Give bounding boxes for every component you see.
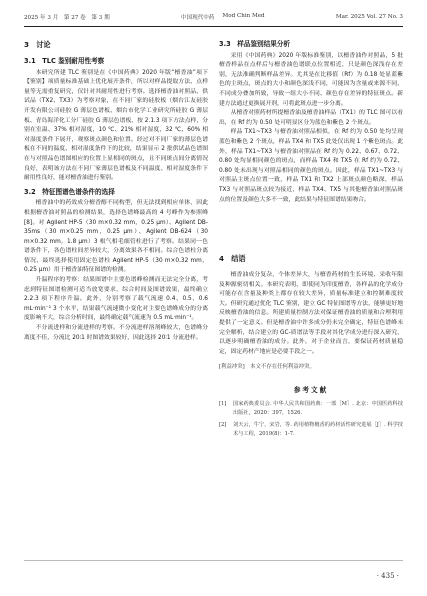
right-column-upper [219, 40, 403, 250]
subsection-results-text-b: 从檀香对照药材所提檀香油及檀香油样品（TX1）的 TLC 图可以看出，在 Rf 约为 0.50 处可明显区分为蓝色和紫色 2 个斑点。 [219, 110, 403, 126]
footer-divider [24, 560, 403, 561]
header-journal [181, 13, 265, 21]
conclusion-text: 檀香油成分复杂，个体差异大，与檀香药材的生长环境、采收年限及种源密切相关。本研究表明，即使同为印度檀香，各样品的化学成分可能存在含量及种类上都存在较大差异，质量标准建立和控制难度较大。但研究通过优化 TLC 鉴别，建立 GC 特征图谱等方法，能够更好地反映檀香油的信息。所建质量控制方法对保证檀香油的质量和合理利用提供了一定意义。但是檀香油中许多成分仍未完全确定，特征色谱峰未完全解析，结合建立的 GC-质谱法等手段对其化学成分进行深入研究，以逐步明确檀香油的成分。此外，对于企业而言，要保证药材质量稳定，固定药材产地应是必要手段之一。 [219, 272, 403, 355]
reference-text: 刘天云，牛宁，宋岩，等. 药用植物檀香的药材活性研究进展［J］. 科学技术与工程，2019(8)：1-7. [233, 421, 403, 437]
running-header [24, 10, 403, 27]
references-title: 参考文献 [293, 386, 329, 395]
reference-text: 国家药典委员会. 中华人民共和国药典：一部［M］. 北京：中国医药科技出版社，2020：397，1526. [233, 401, 403, 417]
section-discussion-title: 3 讨论 [24, 40, 51, 49]
subsection-gc-text-temperature: 升温程序的考察：结果图谱中主要色谱峰检测而无法完全分离，考虑到特征图谱检测可适当放宽要求，综合时间及图谱效果，最终确立 2.2.3 项下程序升温。此外，分别考察了载气流速 0.4、0.5、0.6 mL·min⁻¹ 3 个水平，结果载气流速微小变化对主要色谱峰成分的分离度影响不大，综合分析时间，最终确定载气流速为 0.5 mL·min⁻¹。 [24, 277, 208, 322]
subsection-tlc-title: 3.1 TLC 鉴别耐用性考察 [24, 57, 105, 65]
subsection-tlc-text: 本研究所建 TLC 鉴别是在《中国药典》2020 年版“檀香油”项下【鉴别】项质量标准基础上优化展开条件，所以对样品提取方法、点样量等无需重复研究，仅针对其耐用性进行考察。选择檀香油对照品、供试品（TX2、TX3）为考察对象，在不同厂家的硅胶板（烟台江友硅胶开发有限公司硅胶 G 薄层色谱板、烟台市化学工业研究所硅胶 G 薄层板、青岛海洋化工分厂硅胶 G 薄层色谱板，按 2.1.3 项下方法点样，分别在室温、37% 相对湿度，10 ℃、21% 相对湿度，32 ℃、60% 相对湿度条件下展开，观察斑点颜色和位置。经过对不同厂家的薄层色谱板在不同的温度、相对湿度条件下的比较，结果显示 2 批供试品色谱图在与对照品色谱图相应的位置上显相同的斑点，且不同斑点间分离情况良好，表明该方法在不同厂家薄层色谱板及不同温度、相对湿度条件下耐用性良好，能对檀香油进行鉴别。 [24, 69, 208, 182]
subsection-gc-text-columns: 檀香油中的药效成分檀香醇不同构型，但无法找到相应单体，因此根据檀香油对照品的检测结果，选择色谱峰最高的 4 号峰作为参照峰 [8]。对 Agilent HP-5（30 m×0.32 mm，0.25 μm）、Agilent DB-35ms（30 m×0.25 mm，0.25 μm）、Agilent DB-624（30 m×0.32 mm，1.8 μm）3 根气相毛细管柱进行了考察。结果同一色谱条件下，各色谱柱间差异较大，分离效果各不相同。综合色谱柱分离情况、最终选择使用固定色谱柱 Agilent HP-5（30 m×0.32 mm，0.25 μm）用于檀香油特征图谱的检测。 [24, 200, 208, 274]
header-journal-cn: 中国现代中药 [180, 15, 215, 21]
header-issue-en: Mar. 2025 Vol. 27 No. 3 [335, 14, 403, 20]
subsection-results-title: 3.3 样品鉴别结果分析 [219, 40, 291, 48]
reference-item [219, 400, 403, 418]
reference-number: [1] [219, 401, 227, 408]
subsection-results-text-c: 样品 TX1~TX3 与檀香油对照品相似，在 Rf 约为 0.50 处均呈现蓝色和紫色 2 个斑点，样品 TX4 和 TX5 此处仅出现 1 个紫色斑点。此外，样品 TX1~TX3 与檀香油对照品在 Rf 约为 0.22、0.67、0.72、0.80 处均显相同颜色的斑点，而样品 TX4 和 TX5 在 Rf 约为 0.72、0.80 处未出现与对照品相同的颜色的斑点。因此，样品 TX1~TX3 与对照品主斑点位置一致，样品 TX1 和 TX2 上部斑点颜色略深，样品 TX3 与对照品斑点较为接近，样品 TX4、TX5 与其他檀香油对照品斑点的位置及颜色大多不一致，此结果与特征图谱结果吻合。 [219, 129, 403, 203]
right-column-lower [219, 254, 403, 442]
header-issue: 2025 年 3 月 第 27 卷 第 3 期 [24, 15, 110, 21]
left-column [24, 40, 208, 343]
conflict-of-interest-note: [利益冲突] 本文不存在任何利益冲突。 [219, 364, 315, 371]
subsection-results-text-a: 采用《中国药典》2020 年版标准鉴别，以檀香油作对照品，5 批檀香样品在点样后与檀香油色谱联点位置相近，只是颜色深浅存在差别，无法准确判断样品差异。尤其是在比移值（Rf）为 0.18 处显蓝紫色的主斑点，斑点的大小和颜色深浅不同，可能因为含量或来源不同，不同成分叠加所致，导致一组大小不同、颜色存在差异的特征斑点。新建方法通过更换展开剂，可将此斑点进一步分离。 [219, 52, 403, 107]
header-journal-en: Mod Chin Med [222, 13, 265, 19]
subsection-gc-text-split: 不分流进样和分流进样的考察。不分流进样溶剂峰较大，色谱峰分离度不佳，分流比 20∶1 时图谱效果较好，因此选择 20∶1 分流进样。 [24, 325, 208, 341]
subsection-gc-title: 3.2 特征图谱色谱条件的选择 [24, 187, 115, 196]
section-conclusion-title: 4 结语 [219, 254, 246, 263]
reference-item [219, 421, 403, 439]
page-number: · 435 · [376, 572, 399, 580]
reference-number: [2] [219, 421, 227, 428]
